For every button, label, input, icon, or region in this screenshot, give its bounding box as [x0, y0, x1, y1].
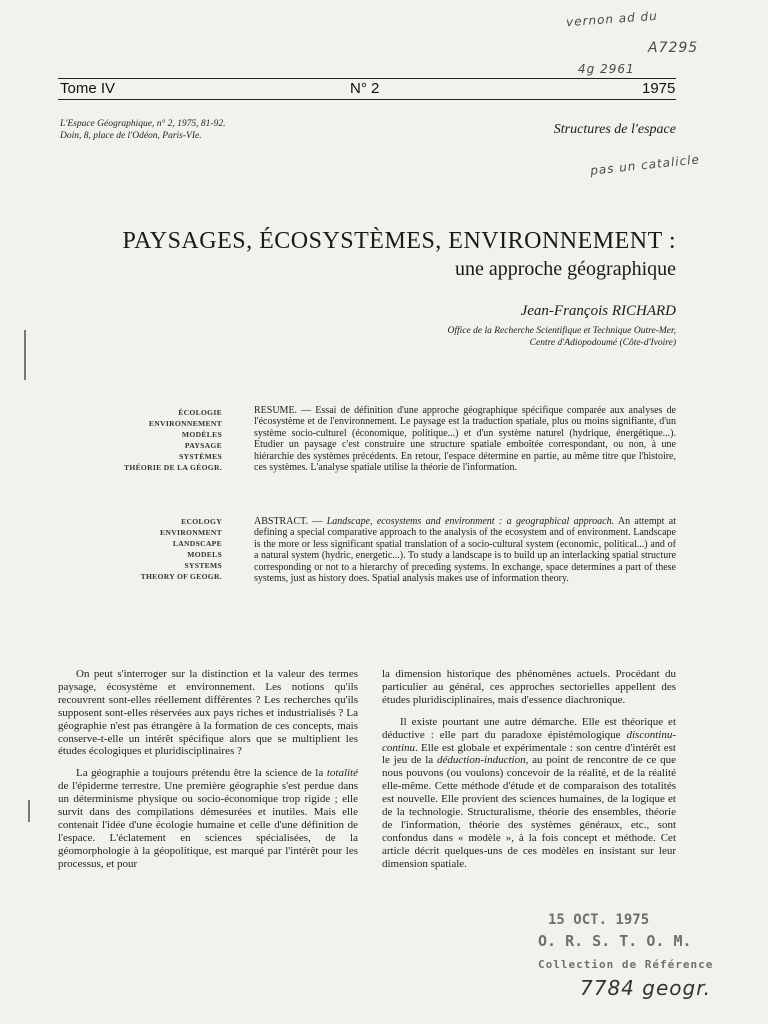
resume-text: — Essai de définition d'une approche géographique spécifique comparée aux analyses de l'écosystème et de l'environnement. Le paysage est la traduction spatiale, plus ou moins signifiante, d'un système socio-culturel (économique, politique...) et d'un système naturel (hydrique, énergétique...). Etudier un paysage c'est construire une structure spatiale emboîtée correspondant, ou non, à une hiérarchie des systèmes précédents. En retour, l'espace détermine en partie, au même titre que l'histoire, ces systèmes. L'analyse spatiale utilise la théorie de l'information.: [254, 405, 676, 474]
body-paragraph: [382, 716, 676, 871]
header-issue: N° 2: [350, 80, 380, 97]
keyword: ÉCOLOGIE: [178, 408, 222, 417]
handwritten-note-top: vernon ad du: [565, 8, 659, 30]
header-year: 1975: [642, 80, 676, 97]
handwritten-reference-number: A7295: [648, 40, 699, 56]
keyword: THEORY OF GEOGR.: [140, 572, 222, 581]
emphasis: déduction-induction: [436, 754, 526, 767]
header-volume: Tome IV: [60, 80, 116, 97]
text-run: La géographie a toujours prétendu être la science de la: [76, 767, 327, 780]
text-run: . Elle est globale et expérimentale : son centre d'intérêt est le jeu de la: [382, 741, 676, 767]
article-subtitle: une approche géographique: [454, 258, 676, 280]
resume-paragraph: [254, 405, 676, 473]
keyword: SYSTEMS: [184, 561, 222, 570]
resume-label: RESUME.: [254, 405, 298, 416]
abstract-paragraph: [254, 516, 676, 584]
keywords-english: [80, 516, 222, 582]
stamp-date: 15 OCT. 1975: [548, 912, 650, 928]
stamp-collection: Collection de Référence: [538, 958, 714, 971]
handwritten-number: 4g 2961: [578, 62, 635, 76]
header-top-rule: [58, 78, 676, 79]
text-run: Il existe pourtant une autre démarche. Elle est théorique et déductive : elle part du paradoxe épistémologique: [382, 715, 676, 741]
stamp-organization: O. R. S. T. O. M.: [538, 932, 692, 950]
keyword: MODÈLES: [181, 430, 222, 439]
abstract-text: An attempt at defining a special comparative approach to the analysis of the ecosystem and of environment. Landscape is the more or less significant spatial translation of a socio-cultural system (economic, political...) and of a natural system (hydric, energetic...). To study a landscape is to build up an interlacking spatial structure corresponding or not to a hierarchy of preceding systems. In exchange, space determines a part of these systems, just as history does. Spatial analysis makes use of information theory.: [254, 516, 676, 585]
keyword: ENVIRONNEMENT: [148, 419, 222, 428]
affiliation-line-1: Office de la Recherche Scientifique et Technique Outre-Mer,: [447, 326, 676, 336]
article-title: PAYSAGES, ÉCOSYSTÈMES, ENVIRONNEMENT :: [122, 228, 676, 254]
body-paragraph: On peut s'interroger sur la distinction et la valeur des termes paysage, écosystème et environnement. Les notions qu'ils recouvrent sont-elles réellement différentes ? Les recherches qu'ils supposent sont-elles réservées aux pays riches et industrialisés ? La géographie n'est pas étrangère à la formation de ces concepts, mais conserve-t-elle un intérêt spécifique alors que se multiplient les études écologiques et pluridisciplinaires ?: [58, 668, 358, 758]
margin-scan-mark: [28, 800, 30, 822]
body-column-right: [382, 668, 676, 871]
section-title: Structures de l'espace: [553, 122, 676, 137]
handwritten-side-note: pas un catalicle: [589, 152, 701, 178]
keyword: THÉORIE DE LA GÉOGR.: [124, 463, 222, 472]
keyword: SYSTÈMES: [179, 452, 222, 461]
stamp-handwritten-reference: 7784 geogr.: [580, 976, 711, 1000]
emphasis: totalité: [326, 767, 358, 780]
author-affiliation: [300, 325, 676, 349]
header-bottom-rule: [58, 99, 676, 100]
abstract-title: Landscape, ecosystems and environment : a geographical approach.: [326, 516, 615, 527]
text-run: , au point de rencontre de ce que nous pouvons (ou voulons) concevoir de la réalité, et de la réalité elle-même. Cette méthode d'étude et de comparaison des totalités est nouvelle. Elle provient des sciences humaines, de la logique et de la technologie. Structuralisme, théorie des ensembles, théorie de l'information, théorie des systèmes généraux, etc., sont confondus dans « modèle », à la fois concept et méthode. Cet article décrit quelques-uns de ces modèles en insistant sur leur dimension spatiale.: [382, 754, 677, 870]
keyword: ECOLOGY: [181, 517, 222, 526]
keyword: PAYSAGE: [184, 441, 222, 450]
abstract-dash: —: [308, 516, 327, 527]
body-paragraph: [58, 767, 358, 870]
emphasis: discontinu-continu: [382, 728, 676, 754]
keyword: ENVIRONMENT: [160, 528, 222, 537]
affiliation-line-2: Centre d'Adiopodoumé (Côte-d'Ivoire): [529, 338, 676, 348]
keywords-french: [80, 407, 222, 473]
keyword: LANDSCAPE: [172, 539, 222, 548]
author-name: Jean-François RICHARD: [520, 303, 676, 319]
abstract-label: ABSTRACT.: [254, 516, 308, 527]
publication-address: Doin, 8, place de l'Odéon, Paris-VIe.: [60, 131, 202, 141]
publication-citation: L'Espace Géographique, n° 2, 1975, 81-92.: [60, 119, 226, 129]
margin-scan-mark: [24, 330, 26, 380]
text-run: de l'épiderme terrestre. Une première géographie s'est perdue dans un déterminisme physique ou socio-économique trop rigide ; elle survit dans des compilations démesurées et inutiles. Mais elle contenait l'idée d'une écologie humaine et celle d'une définition de l'espace. L'éclatement en sciences spécialisées, de la géomorphologie à la géopolitique, est marqué par l'intérêt pour les processus, et pour: [58, 780, 358, 870]
keyword: MODELS: [187, 550, 222, 559]
body-column-left: [58, 668, 358, 871]
body-paragraph: la dimension historique des phénomènes actuels. Procédant du particulier au général, ces approches sectorielles appellent des études pluridisciplinaires, mais d'essence diachronique.: [382, 668, 676, 706]
publication-info: [60, 118, 225, 142]
